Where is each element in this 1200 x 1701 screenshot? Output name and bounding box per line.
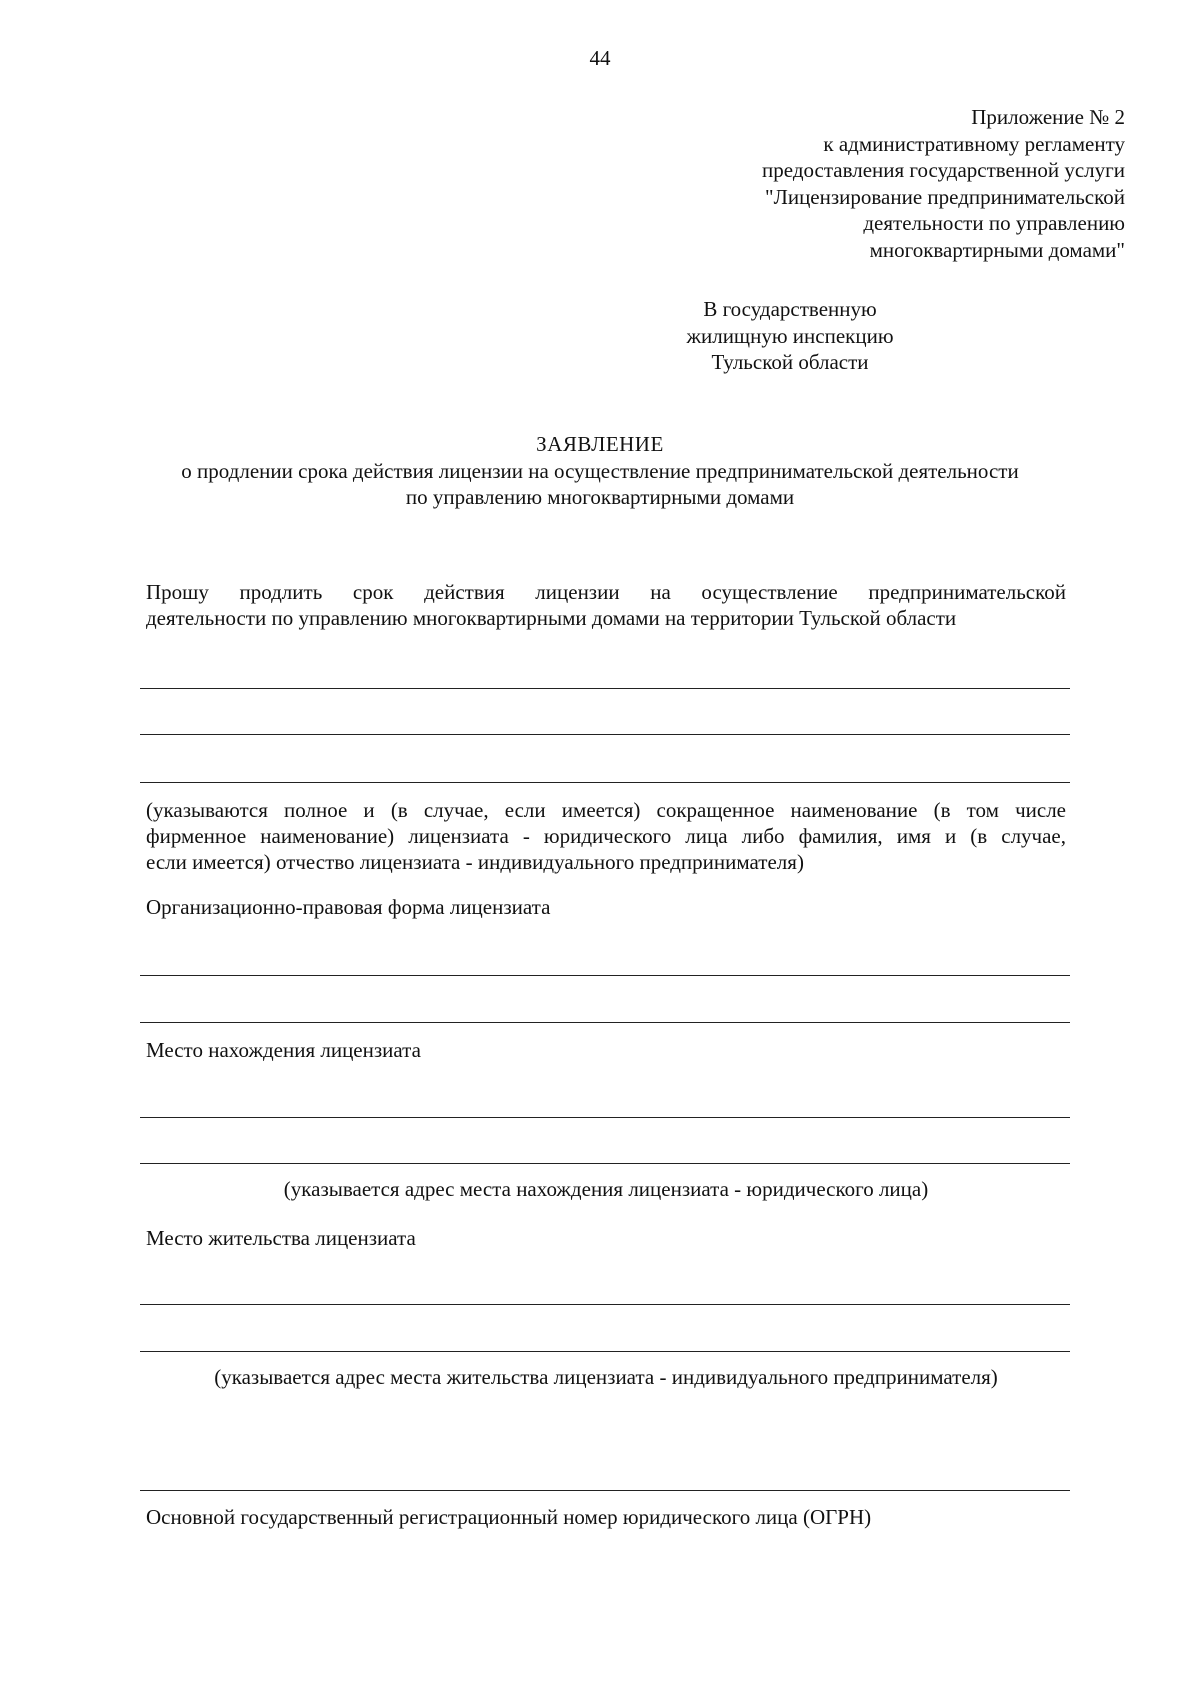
appendix-line: к административному регламенту [823,131,1125,156]
addressee-line: Тульской области [711,350,869,374]
addressee-line: В государственную [703,297,877,321]
request-line: Прошу продлить срок действия лицензии на осуществление предпринимательской [146,580,1066,604]
appendix-line: многоквартирными домами" [869,237,1125,262]
appendix-line: деятельности по управлению [863,211,1125,235]
appendix-header [565,104,1125,263]
subtitle-line: по управлению многоквартирными домами [405,485,795,509]
residence-field-2[interactable] [140,1351,1070,1352]
licensee-name-field-1[interactable] [140,688,1070,689]
licensee-name-note [146,797,1066,875]
note-line: фирменное наименование) лицензиата - юридического лица либо фамилия, имя и (в случае, [146,824,1066,848]
legal-form-field-2[interactable] [140,1022,1070,1023]
addressee-line: жилищную инспекцию [686,323,894,348]
location-field-1[interactable] [140,1117,1070,1118]
note-line: (указываются полное и (в случае, если имеется) сокращенное наименование (в том числе [146,798,1066,822]
residence-note: (указывается адрес места жительства лицензиата - индивидуального предпринимателя) [214,1365,998,1389]
addressee-block [640,296,940,376]
request-paragraph [146,579,1066,631]
licensee-name-field-2[interactable] [140,734,1070,735]
residence-label: Место жительства лицензиата [146,1226,416,1250]
subtitle-line: о продлении срока действия лицензии на осуществление предпринимательской деятельности [181,459,1019,483]
separator-field[interactable] [140,1490,1070,1491]
location-label: Место нахождения лицензиата [146,1038,421,1062]
request-line: деятельности по управлению многоквартирными домами на территории Тульской области [146,606,957,630]
ogrn-label: Основной государственный регистрационный номер юридического лица (ОГРН) [146,1505,872,1529]
page-number: 44 [589,46,611,70]
location-field-2[interactable] [140,1163,1070,1164]
document-title: ЗАЯВЛЕНИЕ [536,432,664,456]
appendix-line: Приложение № 2 [971,105,1125,129]
licensee-name-field-3[interactable] [140,782,1070,783]
location-note: (указывается адрес места нахождения лицензиата - юридического лица) [283,1177,929,1201]
document-subtitle [140,458,1060,510]
appendix-line: предоставления государственной услуги [762,158,1125,182]
appendix-line: "Лицензирование предпринимательской [765,184,1125,209]
note-line: если имеется) отчество лицензиата - индивидуального предпринимателя) [146,850,804,874]
legal-form-label: Организационно-правовая форма лицензиата [146,895,551,919]
legal-form-field-1[interactable] [140,975,1070,976]
residence-field-1[interactable] [140,1304,1070,1305]
